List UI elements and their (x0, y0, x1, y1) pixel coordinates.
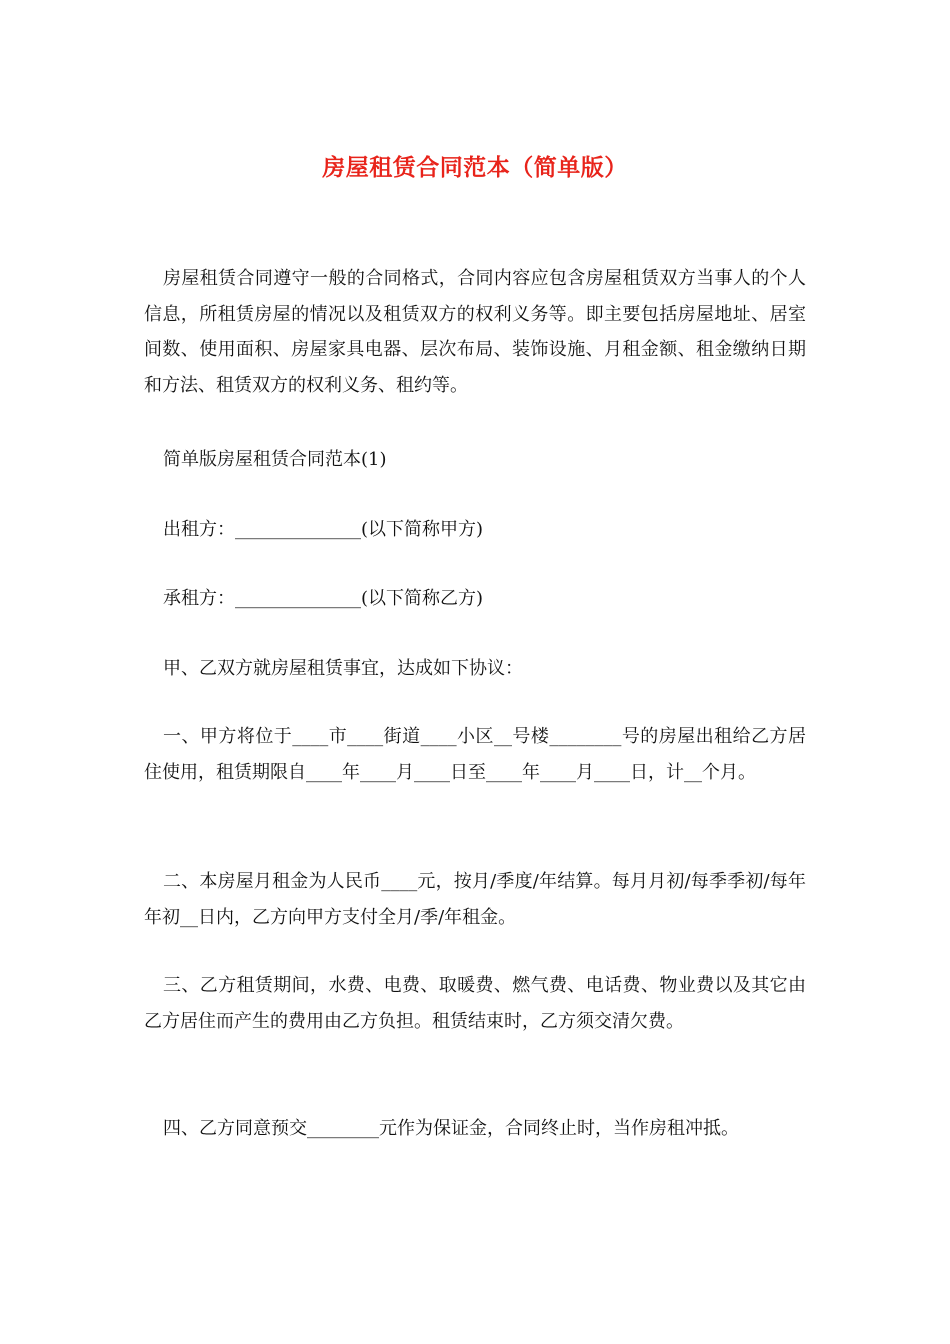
document-title: 房屋租赁合同范本（简单版） (322, 154, 628, 181)
agreement-statement: 甲、乙双方就房屋租赁事宜，达成如下协议： (163, 658, 523, 679)
clause-1: 一、甲方将位于____市____街道____小区__号楼________号的房屋出租给乙方居住使用，租赁期限自____年____月____日至____年____月____日，计__个月。 (144, 726, 806, 783)
lessor-line: 出租方：______________(以下简称甲方) (163, 519, 484, 540)
clause-2: 二、本房屋月租金为人民币____元，按月/季度/年结算。每月月初/每季季初/每年年初__日内，乙方向甲方支付全月/季/年租金。 (144, 871, 806, 928)
clause-3: 三、乙方租赁期间，水费、电费、取暖费、燃气费、电话费、物业费以及其它由乙方居住而产生的费用由乙方负担。租赁结束时，乙方须交清欠费。 (144, 975, 806, 1032)
intro-paragraph: 房屋租赁合同遵守一般的合同格式，合同内容应包含房屋租赁双方当事人的个人信息，所租赁房屋的情况以及租赁双方的权利义务等。即主要包括房屋地址、居室间数、使用面积、房屋家具电器、层次布局、装饰设施、月租金额、租金缴纳日期和方法、租赁双方的权利义务、租约等。 (144, 268, 806, 396)
contract-subtitle: 简单版房屋租赁合同范本(1) (163, 449, 387, 470)
lessee-line: 承租方：______________(以下简称乙方) (163, 588, 484, 609)
clause-4: 四、乙方同意预交________元作为保证金，合同终止时，当作房租冲抵。 (163, 1118, 739, 1139)
